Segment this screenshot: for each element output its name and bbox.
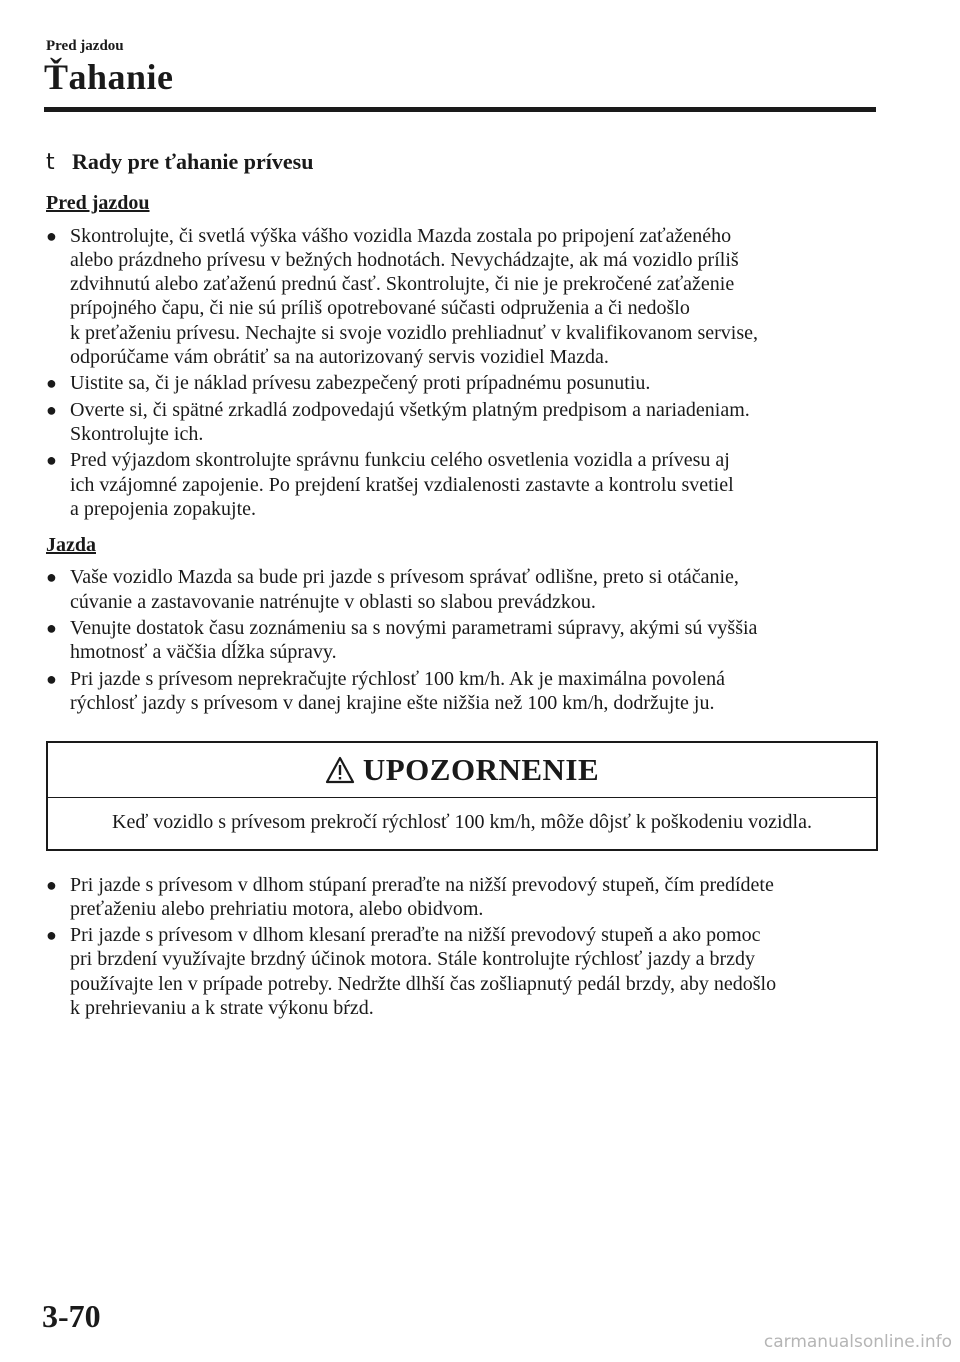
section-marker-icon: t — [46, 150, 55, 175]
list-item-line: pri brzdení využívajte brzdný účinok motora. Stále kontrolujte rýchlosť jazdy a brzdy — [70, 948, 756, 971]
watermark: carmanualsonline.info — [763, 1332, 952, 1352]
list-item-line: Uistite sa, či je náklad prívesu zabezpečený proti prípadnému posunutiu. — [70, 372, 651, 395]
list-item-line: Venujte dostatok času zoznámeniu sa s novými parametrami súpravy, akými sú vyššia — [70, 617, 758, 640]
bullet-icon: ● — [46, 618, 57, 639]
list-item-line: Pri jazde s prívesom v dlhom klesaní preraďte na nižší prevodový stupeň a ako pomoc — [70, 924, 761, 947]
list-item-line: a prepojenia zopakujte. — [70, 497, 257, 520]
bullet-icon: ● — [46, 567, 57, 588]
warning-text: Keď vozidlo s prívesom prekročí rýchlosť 100 km/h, môže dôjsť k poškodeniu vozidla. — [112, 811, 812, 834]
before-driving-list — [46, 224, 876, 522]
list-item-line: používajte len v prípade potreby. Nedržte dlhší čas zošliapnutý pedál brzdy, aby nedošlo — [70, 972, 777, 995]
driving-list — [46, 565, 876, 715]
bullet-icon: ● — [46, 925, 57, 946]
list-item-line: zdvihnutú alebo zaťaženú prednú časť. Skontrolujte, či nie je prekročené zaťaženie — [70, 273, 735, 296]
list-item-line: rýchlosť jazdy s prívesom v danej krajine ešte nižšia než 100 km/h, dodržujte ju. — [70, 691, 715, 714]
list-item — [46, 667, 876, 716]
section-heading-text: Rady pre ťahanie prívesu — [72, 149, 314, 174]
list-item-line: odporúčame vám obrátiť sa na autorizovaný servis vozidiel Mazda. — [70, 346, 609, 369]
after-warning-list — [46, 873, 876, 1021]
list-item — [46, 565, 876, 614]
warning-header — [48, 743, 876, 798]
list-item-line: Pri jazde s prívesom v dlhom stúpaní preraďte na nižší prevodový stupeň, čím predídete — [70, 873, 774, 896]
list-item-line: k prehrievaniu a k strate výkonu bŕzd. — [70, 997, 374, 1020]
list-item-line: Pred výjazdom skontrolujte správnu funkciu celého osvetlenia vozidla a prívesu aj — [70, 449, 730, 472]
list-item-line: ich vzájomné zapojenie. Po prejdení kratšej vzdialenosti zastavte a kontrolu svetiel — [70, 473, 734, 496]
bullet-icon: ● — [46, 450, 57, 471]
title-rule — [44, 107, 876, 112]
list-item — [46, 224, 876, 370]
list-item — [46, 371, 876, 395]
list-item-line: prípojného čapu, či nie sú príliš opotrebované súčasti odpruženia a či nedošlo — [70, 297, 690, 320]
list-item — [46, 873, 876, 922]
warning-box — [46, 741, 878, 850]
bullet-icon: ● — [46, 668, 57, 689]
page-number: 3-70 — [42, 1298, 101, 1334]
list-item-line: Pri jazde s prívesom neprekračujte rýchlosť 100 km/h. Ak je maximálna povolená — [70, 667, 726, 690]
subheading-before-driving: Pred jazdou — [46, 192, 150, 215]
bullet-icon: ● — [46, 874, 57, 895]
list-item-line: Overte si, či spätné zrkadlá zodpovedajú všetkým platným predpisom a nariadeniam. — [70, 398, 750, 421]
chapter-title: Ťahanie — [44, 57, 174, 97]
page-content — [46, 150, 876, 1022]
bullet-icon: ● — [46, 399, 57, 420]
list-item-line: Skontrolujte ich. — [70, 422, 204, 445]
running-head: Pred jazdou — [46, 38, 124, 54]
warning-triangle-icon — [325, 756, 355, 784]
bullet-icon: ● — [46, 225, 57, 246]
subheading-driving: Jazda — [46, 534, 96, 557]
list-item — [46, 398, 876, 447]
list-item-line: cúvanie a zastavovanie natrénujte v oblasti so slabou prevádzkou. — [70, 590, 596, 613]
bullet-icon: ● — [46, 373, 57, 394]
list-item-line: Vaše vozidlo Mazda sa bude pri jazde s prívesom správať odlišne, preto si otáčanie, — [70, 566, 739, 589]
list-item — [46, 616, 876, 665]
list-item — [46, 923, 876, 1020]
list-item-line: alebo prázdneho prívesu v bežných hodnotách. Nevychádzajte, ak má vozidlo príliš — [70, 248, 739, 271]
section-heading — [46, 150, 876, 175]
list-item — [46, 448, 876, 521]
list-item-line: preťaženiu alebo prehriatiu motora, alebo obidvom. — [70, 897, 484, 920]
warning-title: UPOZORNENIE — [362, 752, 600, 788]
list-item-line: k preťaženiu prívesu. Nechajte si svoje vozidlo prehliadnuť v kvalifikovanom servise, — [70, 321, 759, 344]
list-item-line: Skontrolujte, či svetlá výška vášho vozidla Mazda zostala po pripojení zaťaženého — [70, 224, 732, 247]
list-item-line: hmotnosť a väčšia dĺžka súpravy. — [70, 641, 337, 664]
